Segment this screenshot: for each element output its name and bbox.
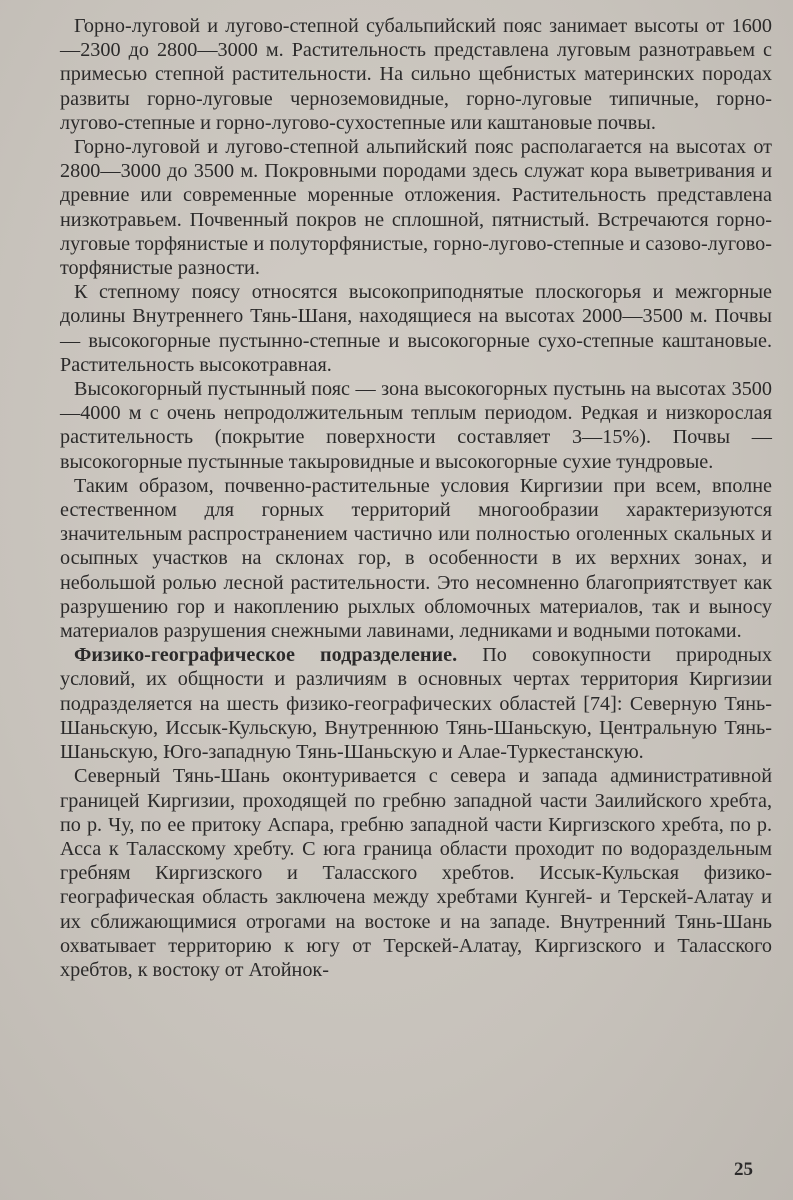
body-text [60, 14, 772, 982]
paragraph-desert-belt: Высокогорный пустынный пояс — зона высокогорных пустынь на высотах 3500—4000 м с очень непродолжительным теплым периодом. Редкая и низкорослая растительность (покрытие поверхности составляет 3—15%). Почвы — высокогорные пустынные такыровидные и высокогорные сухие тундровые. [60, 378, 772, 473]
paragraph-steppe-belt: К степному поясу относятся высокоприподнятые плоскогорья и межгорные долины Внутреннего Тянь-Шаня, находящиеся на высотах 2000—3500 м. Почвы — высокогорные пустынно-степные и высокогорные сухо-степные каштановые. Растительность высокотравная. [60, 281, 772, 376]
paragraph-north-tianshan: Северный Тянь-Шань оконтуривается с севера и запада административной границей Киргизии, проходящей по гребню западной части Заилийского хребта, по р. Чу, по ее притоку Аспара, гребню западной части Киргизского хребта, по р. Асса к Таласскому хребту. С юга граница области проходит по водораздельным гребням Киргизского и Таласского хребтов. Иссык-Кульская физико-географическая область заключена между хребтами Кунгей- и Терскей-Алатау и их сближающимися отрогами на востоке и на западе. Внутренний Тянь-Шань охватывает территорию к югу от Терскей-Алатау, Киргизского и Таласского хребтов, к востоку от Атойнок- [60, 765, 772, 981]
paragraph-alpine-belt: Горно-луговой и лугово-степной альпийский пояс располагается на высотах от 2800—3000 до 3500 м. Покровными породами здесь служат кора выветривания и древние или современные моренные отложения. Растительность представлена низкотравьем. Почвенный покров не сплошной, пятнистый. Встречаются горно-луговые торфянистые и полуторфянистые, горно-лугово-степные и сазово-лугово-торфянистые разности. [60, 136, 772, 280]
page-number: 25 [734, 1159, 753, 1180]
section-heading: Физико-географическое подразделение. [74, 644, 458, 667]
paragraph-physgeo-division [60, 643, 772, 764]
paragraph-summary: Таким образом, почвенно-растительные условия Киргизии при всем, вполне естественном для горных территорий многообразии характеризуются значительным распространением частично или полностью оголенных скальных и осыпных участков на склонах гор, в особенности в их верхних зонах, и небольшой ролью лесной растительности. Это несомненно благоприятствует как разрушению гор и накоплению рыхлых обломочных материалов, так и выносу материалов разрушения снежными лавинами, ледниками и водными потоками. [60, 474, 772, 643]
paragraph-subalpine-belt: Горно-луговой и лугово-степной субальпийский пояс занимает высоты от 1600—2300 до 2800—3000 м. Растительность представлена луговым разнотравьем с примесью степной растительности. На сильно щебнистых материнских породах развиты горно-луговые черноземовидные, горно-луговые типичные, горно-лугово-степные и горно-лугово-сухостепные или каштановые почвы. [60, 15, 772, 134]
section-text: По совокупности природных условий, их общности и различиям в основных чертах территория Киргизии подразделяется на шесть физико-географических областей [74]: Северную Тянь-Шаньскую, Иссык-Кульскую, Внутреннюю Тянь-Шаньскую, Центральную Тянь-Шаньскую, Юго-западную Тянь-Шаньскую и Алае-Туркестанскую. [60, 644, 773, 764]
